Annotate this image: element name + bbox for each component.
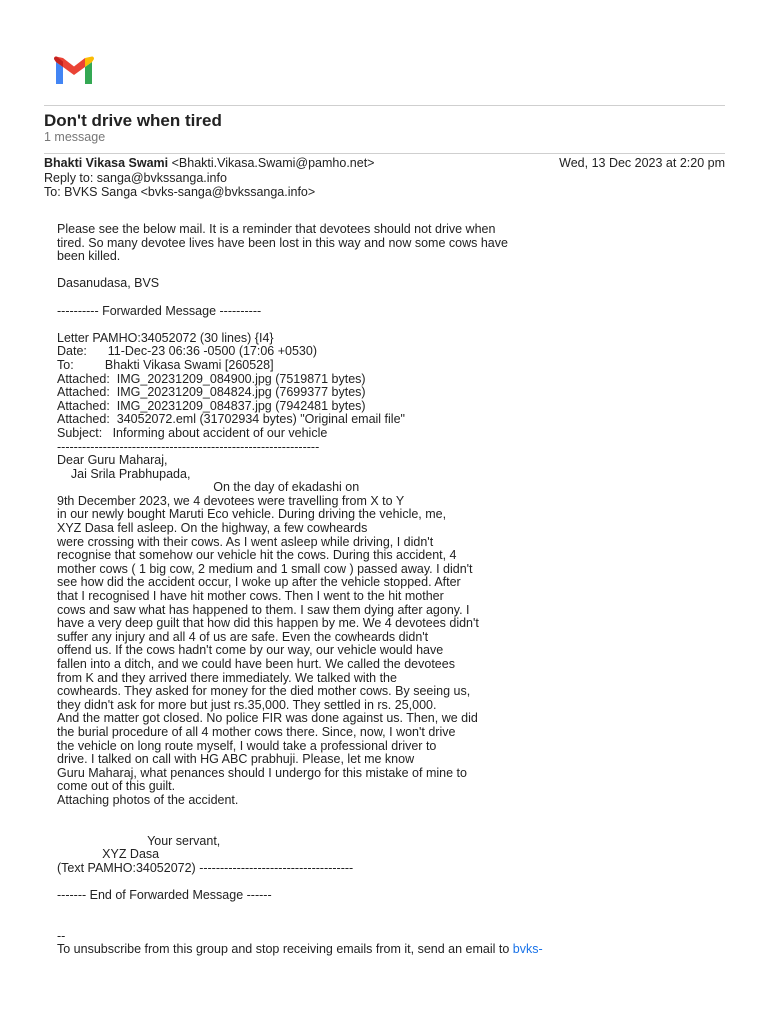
recipient-line: To: BVKS Sanga <bvks-sanga@bvkssanga.info> (44, 185, 316, 199)
unsubscribe-text: To unsubscribe from this group and stop receiving emails from it, send an email to (57, 942, 513, 957)
message-count: 1 message (44, 130, 106, 144)
intro-paragraph: Please see the below mail. It is a reminder that devotees should not drive when tired. So many devotee lives have been lost in this way and now some cows have been killed. (57, 222, 508, 264)
top-divider (44, 105, 725, 106)
message-date: Wed, 13 Dec 2023 at 2:20 pm (559, 156, 725, 170)
letter-closing: Your servant, XYZ Dasa (Text PAMHO:34052072) ------------------------------------- (57, 833, 354, 875)
message-header (44, 156, 725, 200)
forwarded-header-block: Letter PAMHO:34052072 (30 lines) {I4} Date: 11-Dec-23 06:36 -0500 (17:06 +0530) To: Bhakti Vikasa Swami [260528] Attached: IMG_20231209_084900.jpg (7519871 bytes) Attached: IMG_20231209_084824.jpg (7699377 bytes) Attached: IMG_20231209_084837.jpg (7942481 bytes) Attached: 34052072.eml (31702934 bytes) "Original email file" Subject: Informing about accident of our vehicle --------------------------------------------------------------- (57, 330, 405, 454)
sender-email: <Bhakti.Vikasa.Swami@pamho.net> (171, 156, 375, 170)
signature-separator: -- (57, 928, 66, 943)
sender-name: Bhakti Vikasa Swami (44, 156, 169, 170)
forwarded-start-marker: ---------- Forwarded Message ---------- (57, 303, 262, 318)
message-body (57, 223, 717, 957)
header-divider (44, 153, 725, 154)
letter-text: Dear Guru Maharaj, Jai Srila Prabhupada, On the day of ekadashi on 9th December 2023, we 4 devotees were travelling from X to Y in our newly bought Maruti Eco vehicle. During driving the vehicle, me, XYZ Dasa fell asleep. On the highway, a few cowheards were crossing with their cows. As I went asleep while driving, I didn't recognise that somehow our vehicle hit the cows. During this accident, 4 mother cows ( 1 big cow, 2 medium and 1 small cow ) passed away. I didn't see how did the accident occur, I woke up after the vehicle stopped. After that I recognised I have hit mother cows. Then I went to the hit mother cows and saw what has happened to them. I saw them dying after agony. I have a very deep guilt that how did this happen by me. We 4 devotees didn't suffer any injury and all 4 of us are safe. Even the cowheards didn't offend us. If the cows hadn't come by our way, our vehicle would have fallen into a ditch, and we could have been hurt. We called the devotees from K and they arrived there immediately. We talked with the cowheards. They asked for money for the died mother cows. By seeing us, they didn't ask for more but just rs.35,000. They settled in rs. 25,000. And the matter got closed. No police FIR was done against us. Then, we did the burial procedure of all 4 mother cows there. Since, now, I won't drive the vehicle on long route myself, I would take a professional driver to drive. I talked on call with HG ABC prabhuji. Please, let me know Guru Maharaj, what penances should I undergo for this mistake of mine to come out of this guilt. Attaching photos of the accident. (57, 453, 479, 807)
unsubscribe-link[interactable]: bvks- (512, 942, 543, 957)
forwarded-end-marker: ------- End of Forwarded Message ------ (57, 888, 272, 903)
signoff: Dasanudasa, BVS (57, 276, 160, 291)
thread-subject: Don't drive when tired (44, 111, 222, 130)
reply-to-line: Reply to: sanga@bvkssanga.info (44, 170, 227, 185)
gmail-logo-icon (53, 55, 95, 85)
